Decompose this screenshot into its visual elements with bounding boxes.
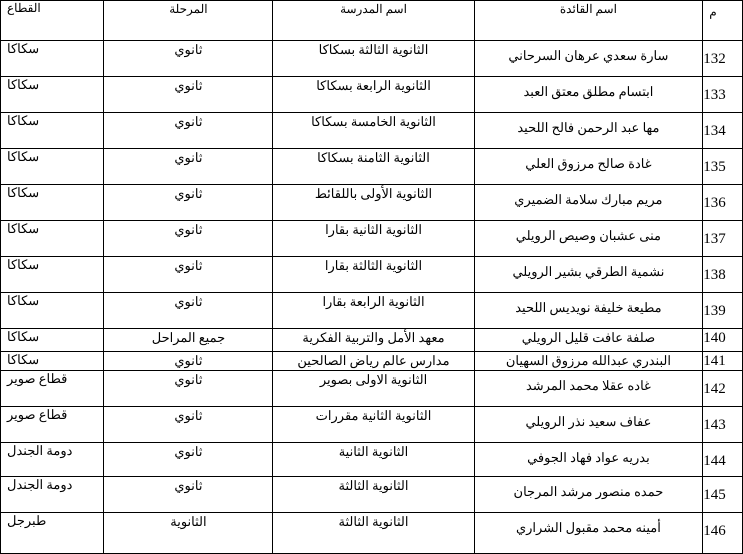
school-cell	[273, 149, 474, 185]
leader-text: البندري عبدالله مرزوق السهيان	[505, 353, 671, 368]
stage-cell	[104, 113, 273, 149]
sector-text: سكاكا	[7, 293, 40, 308]
stage-text: ثانوي	[174, 78, 203, 93]
header-sector	[1, 1, 104, 41]
table-row	[1, 371, 743, 407]
leader-cell	[474, 293, 703, 329]
stage-text: جميع المراحل	[151, 330, 226, 345]
sector-text: سكاكا	[7, 221, 40, 236]
school-text: الثانوية الثالثة بسكاكا	[318, 42, 429, 57]
row-number-cell	[703, 41, 743, 77]
sector-cell	[1, 443, 104, 477]
stage-cell	[104, 77, 273, 113]
sector-text: سكاكا	[7, 149, 40, 164]
leader-cell	[474, 352, 703, 371]
row-number-text: 141	[703, 353, 726, 369]
row-number-text: 144	[703, 453, 726, 469]
school-text: الثانوية الثالثة	[338, 514, 409, 529]
leader-cell	[474, 149, 703, 185]
row-number-text: 138	[703, 267, 726, 283]
stage-cell	[104, 477, 273, 513]
stage-text: ثانوي	[174, 372, 203, 387]
leader-cell	[474, 77, 703, 113]
row-number-cell	[703, 352, 743, 371]
leader-text: عفاف سعيد نذر الرويلي	[525, 414, 652, 429]
school-text: الثانوية الثالثة	[338, 478, 409, 493]
sector-text: سكاكا	[7, 41, 40, 56]
table-row	[1, 113, 743, 149]
school-text: مدارس عالم رياض الصالحين	[297, 353, 450, 368]
stage-text: ثانوي	[174, 444, 203, 459]
leader-text: غاده عقلا محمد المرشد	[525, 378, 651, 393]
header-num	[703, 1, 743, 41]
sector-cell	[1, 257, 104, 293]
school-cell	[273, 443, 474, 477]
stage-text: ثانوي	[174, 408, 203, 423]
row-number-text: 136	[703, 195, 726, 211]
table-row	[1, 352, 743, 371]
stage-text: ثانوي	[174, 222, 203, 237]
school-cell	[273, 477, 474, 513]
stage-text: ثانوي	[174, 353, 203, 368]
sector-text: دومة الجندل	[7, 477, 73, 492]
stage-cell	[104, 149, 273, 185]
sector-text: سكاكا	[7, 257, 40, 272]
row-number-cell	[703, 77, 743, 113]
row-number-cell	[703, 371, 743, 407]
stage-text: ثانوي	[174, 186, 203, 201]
school-cell	[273, 257, 474, 293]
stage-cell	[104, 371, 273, 407]
row-number-text: 145	[703, 487, 726, 503]
stage-cell	[104, 513, 273, 554]
row-number-text: 139	[703, 303, 726, 319]
school-cell	[273, 221, 474, 257]
sector-cell	[1, 221, 104, 257]
sector-text: سكاكا	[7, 185, 40, 200]
row-number-cell	[703, 221, 743, 257]
header-sector-label: القطاع	[7, 1, 41, 15]
table-row	[1, 41, 743, 77]
leader-text: سارة سعدي عرهان السرحاني	[508, 48, 669, 63]
header-stage	[104, 1, 273, 41]
leader-text: مها عبد الرحمن فالح اللحيد	[517, 120, 660, 135]
row-number-cell	[703, 513, 743, 554]
sector-cell	[1, 513, 104, 554]
leader-cell	[474, 185, 703, 221]
stage-cell	[104, 221, 273, 257]
table-row	[1, 443, 743, 477]
row-number-cell	[703, 477, 743, 513]
row-number-text: 134	[703, 123, 726, 139]
sector-cell	[1, 477, 104, 513]
leader-cell	[474, 257, 703, 293]
school-text: الثانوية الاولى بصوير	[319, 372, 428, 387]
school-cell	[273, 352, 474, 371]
leader-text: منى عشبان وصيص الرويلي	[515, 228, 661, 243]
school-cell	[273, 293, 474, 329]
school-text: الثانوية الثالثة بقارا	[324, 258, 423, 273]
stage-text: ثانوي	[174, 42, 203, 57]
row-number-cell	[703, 293, 743, 329]
school-text: الثانوية الثامنة بسكاكا	[317, 150, 430, 165]
leader-text: بدريه عواد فهاد الجوفي	[527, 450, 650, 465]
stage-cell	[104, 443, 273, 477]
table-row	[1, 257, 743, 293]
leader-cell	[474, 41, 703, 77]
school-text: الثانوية الرابعة بسكاكا	[316, 78, 431, 93]
sector-text: سكاكا	[7, 113, 40, 128]
school-text: الثانوية الثانية مقررات	[315, 408, 432, 423]
leader-text: نشمية الطرقي بشير الرويلي	[512, 264, 665, 279]
stage-cell	[104, 185, 273, 221]
stage-text: ثانوي	[174, 114, 203, 129]
sector-text: طبرجل	[7, 513, 47, 528]
sector-cell	[1, 352, 104, 371]
sector-cell	[1, 185, 104, 221]
leader-cell	[474, 477, 703, 513]
sector-cell	[1, 113, 104, 149]
sector-cell	[1, 41, 104, 77]
row-number-cell	[703, 443, 743, 477]
school-text: الثانوية الأولى باللقائط	[314, 186, 433, 201]
school-text: الثانوية الرابعة بقارا	[322, 294, 425, 309]
header-stage-label: المرحلة	[169, 2, 208, 16]
sector-text: دومة الجندل	[7, 443, 73, 458]
row-number-cell	[703, 257, 743, 293]
leader-cell	[474, 371, 703, 407]
school-cell	[273, 407, 474, 443]
table-row	[1, 477, 743, 513]
row-number-text: 133	[703, 87, 726, 103]
leader-text: صلفة عافت قليل الرويلي	[521, 330, 656, 345]
leader-cell	[474, 113, 703, 149]
table-row	[1, 513, 743, 554]
sector-cell	[1, 407, 104, 443]
row-number-cell	[703, 329, 743, 352]
school-cell	[273, 77, 474, 113]
table-row	[1, 293, 743, 329]
stage-cell	[104, 407, 273, 443]
row-number-text: 143	[703, 417, 726, 433]
sector-text: سكاكا	[7, 352, 40, 367]
stage-text: ثانوي	[174, 258, 203, 273]
leader-cell	[474, 513, 703, 554]
header-leader-label: اسم القائدة	[559, 2, 617, 16]
table-row	[1, 407, 743, 443]
header-row	[1, 1, 743, 41]
stage-cell	[104, 329, 273, 352]
row-number-text: 132	[703, 51, 726, 67]
sector-text: سكاكا	[7, 329, 40, 344]
header-school	[273, 1, 474, 41]
row-number-text: 142	[703, 381, 726, 397]
header-leader	[474, 1, 703, 41]
leader-cell	[474, 407, 703, 443]
stage-text: ثانوي	[174, 150, 203, 165]
sector-cell	[1, 329, 104, 352]
row-number-cell	[703, 113, 743, 149]
row-number-cell	[703, 407, 743, 443]
school-text: الثانوية الثانية	[338, 444, 409, 459]
school-text: معهد الأمل والتربية الفكرية	[302, 330, 445, 345]
leader-text: مطيعة خليفة نويديس اللحيد	[515, 300, 662, 315]
stage-cell	[104, 352, 273, 371]
table-row	[1, 77, 743, 113]
sector-cell	[1, 149, 104, 185]
sector-cell	[1, 293, 104, 329]
school-cell	[273, 41, 474, 77]
table-row	[1, 329, 743, 352]
leader-text: مريم مبارك سلامة الضميري	[514, 192, 663, 207]
leader-text: أمينه محمد مقبول الشراري	[515, 520, 661, 535]
stage-cell	[104, 257, 273, 293]
leader-text: ابتسام مطلق معتق العبد	[523, 84, 654, 99]
row-number-text: 140	[703, 330, 726, 346]
school-cell	[273, 329, 474, 352]
leader-text: حمده منصور مرشد المرجان	[513, 484, 664, 499]
school-text: الثانوية الثانية بقارا	[325, 222, 422, 237]
stage-text: الثانوية	[170, 514, 207, 529]
leader-cell	[474, 443, 703, 477]
stage-text: ثانوي	[174, 294, 203, 309]
table-row	[1, 221, 743, 257]
sector-text: سكاكا	[7, 77, 40, 92]
sector-text: قطاع صوير	[7, 371, 68, 386]
table-row	[1, 149, 743, 185]
sector-cell	[1, 77, 104, 113]
header-school-label: اسم المدرسة	[340, 2, 407, 16]
row-number-text: 146	[703, 523, 726, 539]
row-number-text: 137	[703, 231, 726, 247]
school-cell	[273, 113, 474, 149]
stage-cell	[104, 293, 273, 329]
sector-cell	[1, 371, 104, 407]
leader-cell	[474, 329, 703, 352]
sector-text: قطاع صوير	[7, 407, 68, 422]
leader-cell	[474, 221, 703, 257]
stage-text: ثانوي	[174, 478, 203, 493]
school-cell	[273, 371, 474, 407]
leader-text: غادة صالح مرزوق العلي	[525, 156, 652, 171]
school-text: الثانوية الخامسة بسكاكا	[311, 114, 436, 129]
header-num-label: م	[709, 5, 717, 19]
table-row	[1, 185, 743, 221]
school-cell	[273, 185, 474, 221]
row-number-cell	[703, 185, 743, 221]
stage-cell	[104, 41, 273, 77]
row-number-text: 135	[703, 159, 726, 175]
row-number-cell	[703, 149, 743, 185]
school-cell	[273, 513, 474, 554]
